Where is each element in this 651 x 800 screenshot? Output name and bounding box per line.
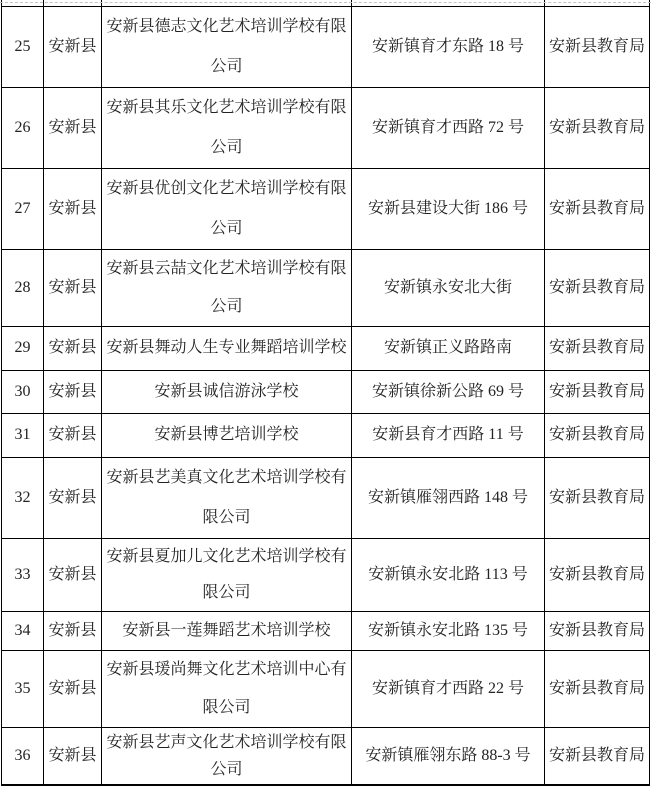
school-name-cell: 安新县瑗尚舞文化艺术培训中心有限公司 [102,651,352,728]
training-schools-table [1,0,650,786]
school-name-cell: 安新县诚信游泳学校 [102,371,352,414]
address-cell: 安新镇育才西路 72 号 [352,88,545,169]
table-row [2,539,650,612]
table-row [2,414,650,458]
county-cell: 安新县 [44,728,102,785]
table-row [2,7,650,88]
address-cell: 安新镇雁翎东路 88-3 号 [352,728,545,785]
address-cell: 安新镇育才西路 22 号 [352,651,545,728]
table-row [2,169,650,250]
school-name-cell: 安新县博艺培训学校 [102,414,352,458]
county-cell: 安新县 [44,414,102,458]
table-row [2,651,650,728]
row-number-cell: 34 [2,612,44,651]
authority-cell: 安新县教育局 [545,169,650,250]
address-cell: 安新镇永安北路 113 号 [352,539,545,612]
school-name-cell: 安新县艺美真文化艺术培训学校有限公司 [102,458,352,539]
row-number-cell: 33 [2,539,44,612]
address-cell: 安新镇育才东路 18 号 [352,7,545,88]
row-number-cell: 36 [2,728,44,785]
authority-cell: 安新县教育局 [545,728,650,785]
authority-cell: 安新县教育局 [545,651,650,728]
table-row [2,250,650,327]
table-row [2,371,650,414]
school-name-cell: 安新县舞动人生专业舞蹈培训学校 [102,327,352,371]
table-row [2,327,650,371]
authority-cell: 安新县教育局 [545,250,650,327]
address-cell: 安新县育才西路 11 号 [352,414,545,458]
county-cell: 安新县 [44,169,102,250]
county-cell: 安新县 [44,7,102,88]
page-break-line [0,2,651,3]
row-number-cell: 26 [2,88,44,169]
row-number-cell: 25 [2,7,44,88]
address-cell: 安新县建设大街 186 号 [352,169,545,250]
authority-cell: 安新县教育局 [545,414,650,458]
address-cell: 安新镇徐新公路 69 号 [352,371,545,414]
row-number-cell: 30 [2,371,44,414]
county-cell: 安新县 [44,612,102,651]
authority-cell: 安新县教育局 [545,539,650,612]
authority-cell: 安新县教育局 [545,327,650,371]
county-cell: 安新县 [44,458,102,539]
county-cell: 安新县 [44,88,102,169]
address-cell: 安新镇永安北路 135 号 [352,612,545,651]
authority-cell: 安新县教育局 [545,88,650,169]
school-name-cell: 安新县德志文化艺术培训学校有限公司 [102,7,352,88]
county-cell: 安新县 [44,539,102,612]
row-number-cell: 32 [2,458,44,539]
authority-cell: 安新县教育局 [545,458,650,539]
address-cell: 安新镇雁翎西路 148 号 [352,458,545,539]
school-name-cell: 安新县其乐文化艺术培训学校有限公司 [102,88,352,169]
row-number-cell: 29 [2,327,44,371]
school-name-cell: 安新县一莲舞蹈艺术培训学校 [102,612,352,651]
table-row [2,728,650,785]
table-row [2,458,650,539]
county-cell: 安新县 [44,250,102,327]
school-name-cell: 安新县云喆文化艺术培训学校有限公司 [102,250,352,327]
row-number-cell: 28 [2,250,44,327]
row-number-cell: 35 [2,651,44,728]
row-number-cell: 31 [2,414,44,458]
school-name-cell: 安新县艺声文化艺术培训学校有限公司 [102,728,352,785]
address-cell: 安新镇正义路路南 [352,327,545,371]
row-number-cell: 27 [2,169,44,250]
authority-cell: 安新县教育局 [545,612,650,651]
table-row [2,612,650,651]
authority-cell: 安新县教育局 [545,7,650,88]
county-cell: 安新县 [44,651,102,728]
school-name-cell: 安新县优创文化艺术培训学校有限公司 [102,169,352,250]
county-cell: 安新县 [44,371,102,414]
school-name-cell: 安新县夏加儿文化艺术培训学校有限公司 [102,539,352,612]
authority-cell: 安新县教育局 [545,371,650,414]
table-row [2,88,650,169]
county-cell: 安新县 [44,327,102,371]
address-cell: 安新镇永安北大街 [352,250,545,327]
